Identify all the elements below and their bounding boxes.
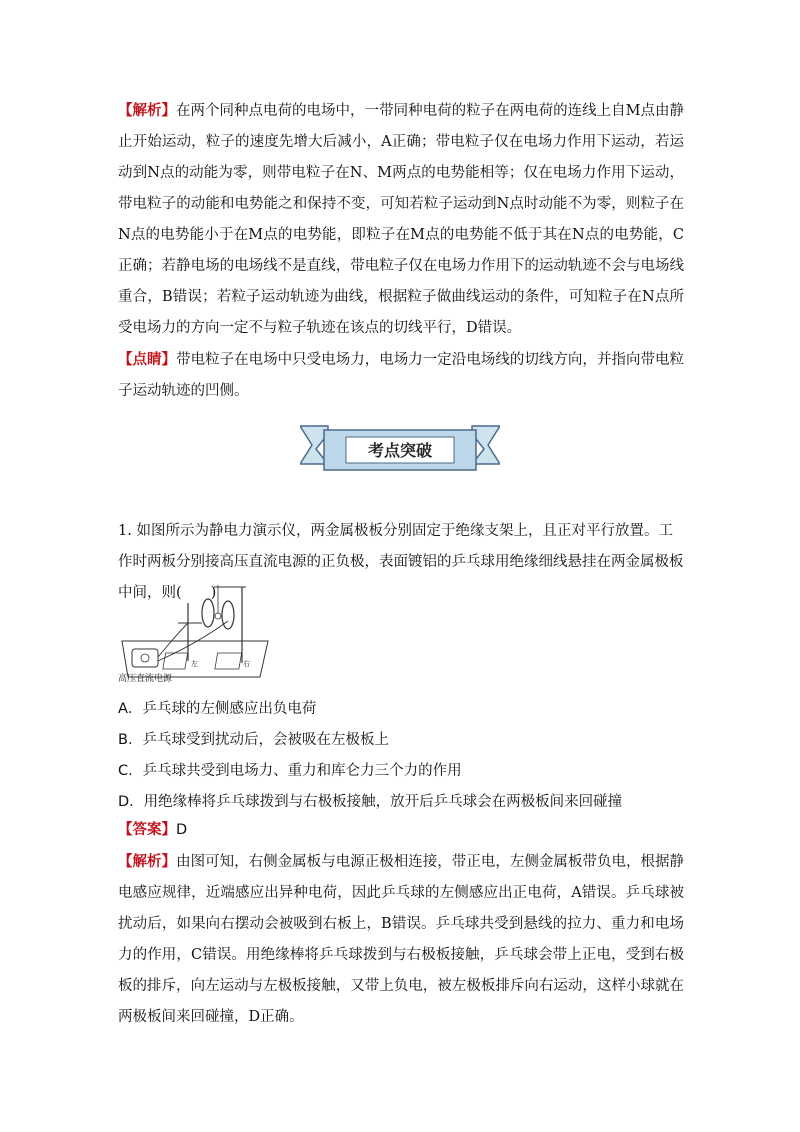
analysis-tag: 【解析】 — [118, 102, 177, 119]
electrostatic-apparatus-figure — [118, 578, 278, 688]
analysis-text: 由图可知，右侧金属板与电源正极相连接，带正电，左侧金属板带负电，根据静电感应规律，近端感应出异种电荷，因此乒乓球的左侧感应出正电荷，A错误。乒乓球被扰动后，如果向右摆动会被吸到右板上，B错误。乒乓球共受到悬线的拉力、重力和电场力的作用，C错误。用绝缘棒将乒乓球拨到与右极板接触，乒乓球会带上正电，受到右极板的排斥，向左运动与左极板接触，又带上负电，被左极板排斥向右运动，这样小球就在两极板间来回碰撞，D正确。 — [118, 854, 685, 1025]
tip-text: 带电粒子在电场中只受电场力，电场力一定沿电场线的切线方向，并指向带电粒子运动轨迹的凹侧。 — [118, 352, 685, 399]
analysis-text: 在两个同种点电荷的电场中，一带同种电荷的粒子在两电荷的连线上自M点由静止开始运动，粒子的速度先增大后减小，A正确；带电粒子仅在电场力作用下运动，若运动到N点的动能为零，则带电粒子在N、M两点的电势能相等；仅在电场力作用下运动，带电粒子的动能和电势能之和保持不变，可知若粒子运动到N点时动能不为零，则粒子在N点的电势能小于在M点的电势能，即粒子在M点的电势能不低于其在N点的电势能，C正确；若静电场的电场线不是直线，带电粒子仅在电场力作用下的运动轨迹不会与电场线重合，B错误；若粒子运动轨迹为曲线，根据粒子做曲线运动的条件，可知粒子在N点所受电场力的方向一定不与粒子轨迹在该点的切线平行，D错误。 — [118, 103, 684, 336]
tip-paragraph — [118, 344, 684, 407]
analysis-tag: 【解析】 — [118, 853, 177, 870]
option-d: D．用绝缘棒将乒乓球拨到与右极板接触，放开后乒乓球会在两极板间来回碰撞 — [118, 794, 623, 810]
left-plate-label: 左 — [191, 660, 198, 668]
question-stem: 1. 如图所示为静电力演示仪，两金属极板分别固定于绝缘支架上，且正对平行放置。工作时两板分别接高压直流电源的正负极，表面镀铝的乒乓球用绝缘细线悬挂在两金属极板中间，则( ) — [118, 523, 684, 601]
answer-line — [118, 820, 187, 840]
section-banner — [300, 420, 500, 478]
analysis-paragraph-2 — [118, 846, 684, 1033]
tip-tag: 【点睛】 — [118, 351, 177, 368]
option-b: B．乒乓球受到扰动后，会被吸在左极板上 — [118, 732, 389, 748]
option-a: A．乒乓球的左侧感应出负电荷 — [118, 701, 317, 717]
option-c: C．乒乓球共受到电场力、重力和库仑力三个力的作用 — [118, 763, 462, 779]
figure-caption: 高压直流电源 — [118, 674, 173, 684]
answer-value: D — [176, 822, 188, 838]
banner-label: 考点突破 — [367, 441, 433, 460]
answer-tag: 【答案】 — [118, 822, 176, 838]
right-plate-label: 右 — [243, 660, 250, 668]
analysis-paragraph-1 — [118, 95, 684, 344]
